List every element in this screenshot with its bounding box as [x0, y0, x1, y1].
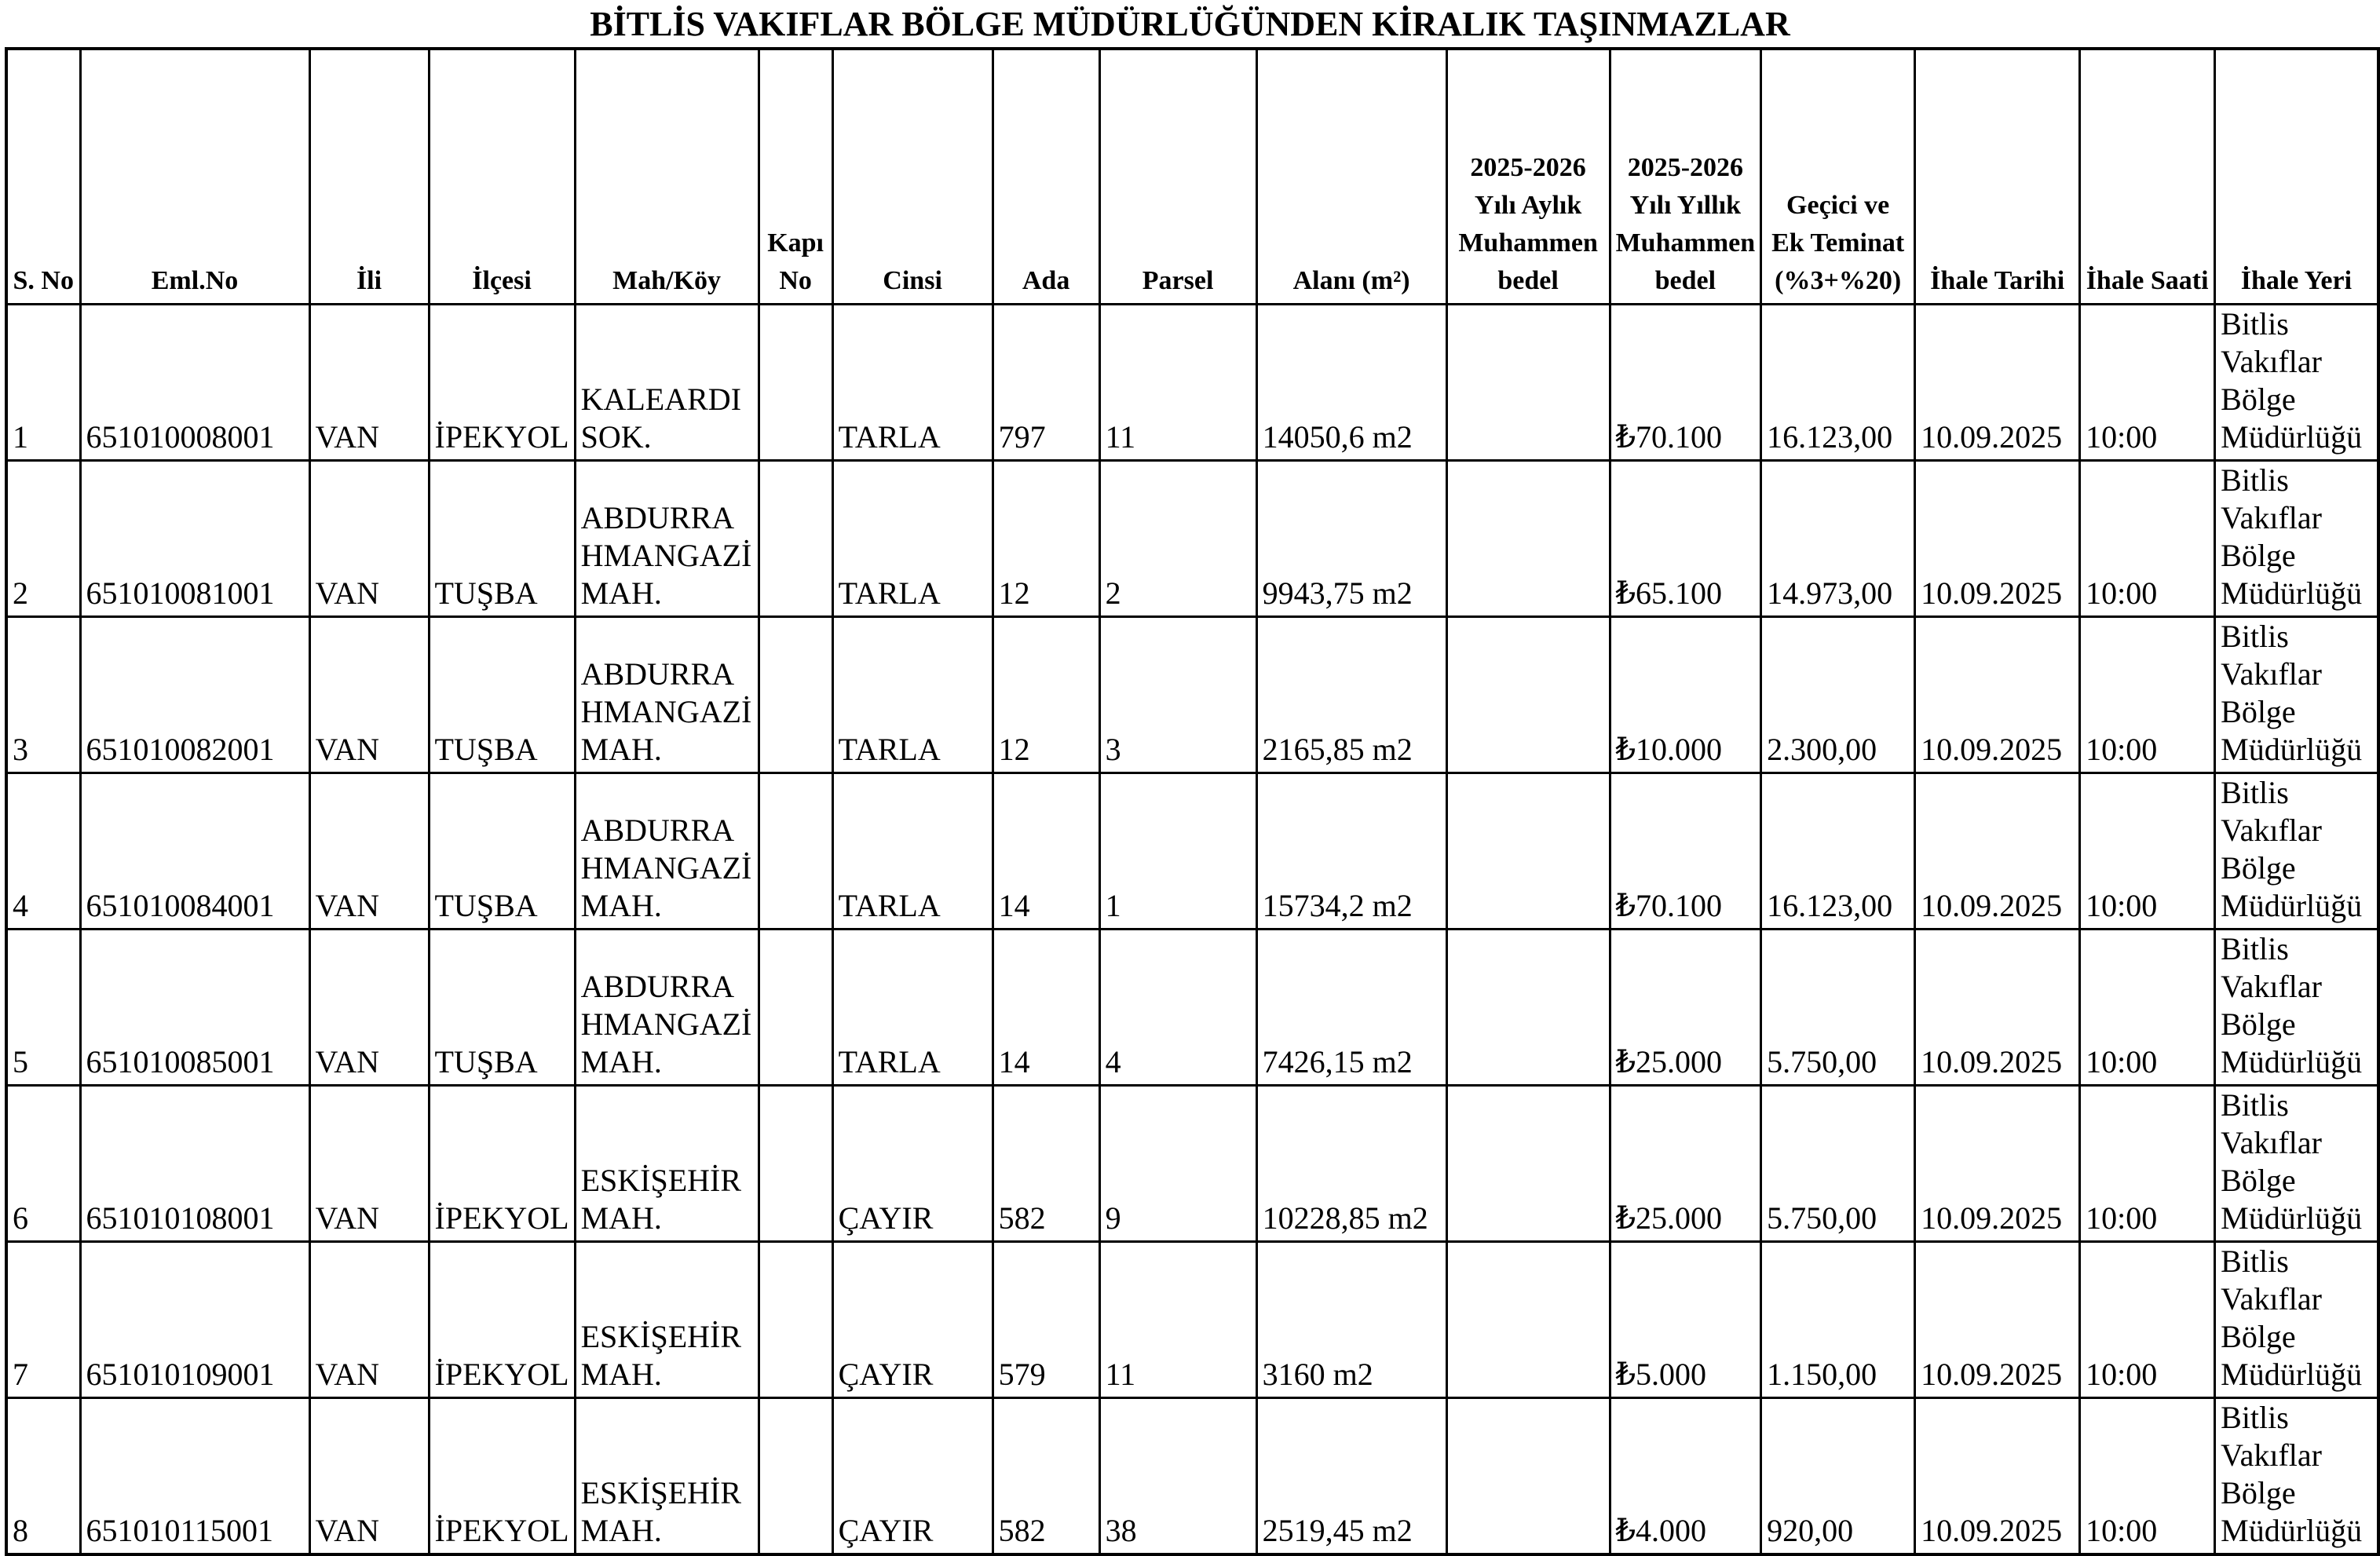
table-row	[6, 1242, 2378, 1398]
cell-il: VAN	[309, 617, 429, 773]
cell-aylik-bedel	[1446, 773, 1610, 930]
cell-kapi-no	[759, 617, 832, 773]
cell-ihale-yeri: Bitlis Vakıflar Bölge Müdürlüğü	[2215, 461, 2378, 617]
cell-il: VAN	[309, 930, 429, 1086]
cell-sno: 3	[6, 617, 80, 773]
cell-aylik-bedel	[1446, 305, 1610, 461]
cell-sno: 2	[6, 461, 80, 617]
cell-ihale-yeri: Bitlis Vakıflar Bölge Müdürlüğü	[2215, 1242, 2378, 1398]
cell-ada: 12	[993, 461, 1099, 617]
cell-kapi-no	[759, 1398, 832, 1555]
header-ihale-yeri: İhale Yeri	[2215, 49, 2378, 305]
cell-yillik-bedel: ₺70.100	[1610, 773, 1761, 930]
cell-alan: 7426,15 m2	[1256, 930, 1446, 1086]
cell-sno: 7	[6, 1242, 80, 1398]
cell-mah-koy: ESKİŞEHİR MAH.	[575, 1086, 759, 1242]
table-row	[6, 461, 2378, 617]
cell-ada: 14	[993, 930, 1099, 1086]
cell-alan: 3160 m2	[1256, 1242, 1446, 1398]
cell-cinsi: TARLA	[832, 773, 993, 930]
header-ihale-tarihi: İhale Tarihi	[1915, 49, 2080, 305]
cell-ihale-tarihi: 10.09.2025	[1915, 617, 2080, 773]
cell-il: VAN	[309, 1398, 429, 1555]
cell-cinsi: TARLA	[832, 305, 993, 461]
cell-kapi-no	[759, 930, 832, 1086]
cell-ada: 582	[993, 1398, 1099, 1555]
header-kapi-no: Kapı No	[759, 49, 832, 305]
cell-eml-no: 651010008001	[80, 305, 309, 461]
cell-ilce: İPEKYOL	[429, 1398, 575, 1555]
cell-ihale-tarihi: 10.09.2025	[1915, 1086, 2080, 1242]
cell-ihale-tarihi: 10.09.2025	[1915, 930, 2080, 1086]
cell-aylik-bedel	[1446, 930, 1610, 1086]
cell-cinsi: TARLA	[832, 617, 993, 773]
cell-aylik-bedel	[1446, 461, 1610, 617]
cell-ihale-yeri: Bitlis Vakıflar Bölge Müdürlüğü	[2215, 305, 2378, 461]
cell-teminat: 5.750,00	[1761, 930, 1915, 1086]
cell-ihale-saati: 10:00	[2080, 773, 2215, 930]
cell-parsel: 1	[1099, 773, 1256, 930]
cell-aylik-bedel	[1446, 1242, 1610, 1398]
header-sno: S. No	[6, 49, 80, 305]
cell-teminat: 920,00	[1761, 1398, 1915, 1555]
cell-ihale-saati: 10:00	[2080, 1086, 2215, 1242]
cell-ihale-saati: 10:00	[2080, 305, 2215, 461]
cell-ihale-tarihi: 10.09.2025	[1915, 773, 2080, 930]
cell-parsel: 9	[1099, 1086, 1256, 1242]
header-ada: Ada	[993, 49, 1099, 305]
cell-ihale-tarihi: 10.09.2025	[1915, 1398, 2080, 1555]
cell-ilce: İPEKYOL	[429, 1086, 575, 1242]
cell-kapi-no	[759, 773, 832, 930]
cell-teminat: 5.750,00	[1761, 1086, 1915, 1242]
cell-teminat: 14.973,00	[1761, 461, 1915, 617]
cell-il: VAN	[309, 1242, 429, 1398]
cell-eml-no: 651010108001	[80, 1086, 309, 1242]
cell-ilce: TUŞBA	[429, 930, 575, 1086]
header-alan: Alanı (m²)	[1256, 49, 1446, 305]
cell-mah-koy: ESKİŞEHİR MAH.	[575, 1242, 759, 1398]
cell-sno: 6	[6, 1086, 80, 1242]
cell-ada: 797	[993, 305, 1099, 461]
cell-eml-no: 651010082001	[80, 617, 309, 773]
cell-ihale-yeri: Bitlis Vakıflar Bölge Müdürlüğü	[2215, 1086, 2378, 1242]
cell-sno: 8	[6, 1398, 80, 1555]
cell-eml-no: 651010084001	[80, 773, 309, 930]
cell-alan: 15734,2 m2	[1256, 773, 1446, 930]
cell-ihale-tarihi: 10.09.2025	[1915, 1242, 2080, 1398]
cell-teminat: 16.123,00	[1761, 773, 1915, 930]
cell-ihale-yeri: Bitlis Vakıflar Bölge Müdürlüğü	[2215, 773, 2378, 930]
cell-alan: 14050,6 m2	[1256, 305, 1446, 461]
cell-teminat: 16.123,00	[1761, 305, 1915, 461]
cell-ihale-saati: 10:00	[2080, 930, 2215, 1086]
cell-teminat: 2.300,00	[1761, 617, 1915, 773]
cell-yillik-bedel: ₺5.000	[1610, 1242, 1761, 1398]
cell-ilce: TUŞBA	[429, 617, 575, 773]
cell-eml-no: 651010085001	[80, 930, 309, 1086]
cell-mah-koy: ESKİŞEHİR MAH.	[575, 1398, 759, 1555]
cell-il: VAN	[309, 305, 429, 461]
cell-alan: 2165,85 m2	[1256, 617, 1446, 773]
header-teminat: Geçici ve Ek Teminat (%3+%20)	[1761, 49, 1915, 305]
cell-yillik-bedel: ₺25.000	[1610, 930, 1761, 1086]
cell-ada: 579	[993, 1242, 1099, 1398]
cell-eml-no: 651010081001	[80, 461, 309, 617]
cell-ada: 582	[993, 1086, 1099, 1242]
cell-ihale-saati: 10:00	[2080, 1398, 2215, 1555]
cell-il: VAN	[309, 461, 429, 617]
cell-ilce: İPEKYOL	[429, 1242, 575, 1398]
property-table	[5, 47, 2380, 1556]
cell-cinsi: ÇAYIR	[832, 1086, 993, 1242]
header-parsel: Parsel	[1099, 49, 1256, 305]
cell-eml-no: 651010115001	[80, 1398, 309, 1555]
header-eml-no: Eml.No	[80, 49, 309, 305]
cell-yillik-bedel: ₺25.000	[1610, 1086, 1761, 1242]
cell-ihale-yeri: Bitlis Vakıflar Bölge Müdürlüğü	[2215, 1398, 2378, 1555]
cell-teminat: 1.150,00	[1761, 1242, 1915, 1398]
cell-ihale-yeri: Bitlis Vakıflar Bölge Müdürlüğü	[2215, 617, 2378, 773]
table-row	[6, 617, 2378, 773]
cell-kapi-no	[759, 305, 832, 461]
cell-il: VAN	[309, 773, 429, 930]
cell-alan: 10228,85 m2	[1256, 1086, 1446, 1242]
cell-sno: 5	[6, 930, 80, 1086]
cell-mah-koy: ABDURRAHMANGAZİ MAH.	[575, 617, 759, 773]
cell-cinsi: TARLA	[832, 930, 993, 1086]
table-row	[6, 930, 2378, 1086]
cell-kapi-no	[759, 461, 832, 617]
table-row	[6, 1398, 2378, 1555]
header-cinsi: Cinsi	[832, 49, 993, 305]
cell-sno: 1	[6, 305, 80, 461]
header-yillik-bedel: 2025-2026 Yılı Yıllık Muhammen bedel	[1610, 49, 1761, 305]
cell-kapi-no	[759, 1242, 832, 1398]
header-row	[6, 49, 2378, 305]
header-mah-koy: Mah/Köy	[575, 49, 759, 305]
cell-il: VAN	[309, 1086, 429, 1242]
cell-ilce: TUŞBA	[429, 773, 575, 930]
table-row	[6, 773, 2378, 930]
cell-ilce: TUŞBA	[429, 461, 575, 617]
cell-ihale-yeri: Bitlis Vakıflar Bölge Müdürlüğü	[2215, 930, 2378, 1086]
cell-ihale-tarihi: 10.09.2025	[1915, 305, 2080, 461]
cell-ada: 12	[993, 617, 1099, 773]
header-ilce: İlçesi	[429, 49, 575, 305]
cell-alan: 9943,75 m2	[1256, 461, 1446, 617]
cell-parsel: 2	[1099, 461, 1256, 617]
cell-eml-no: 651010109001	[80, 1242, 309, 1398]
cell-aylik-bedel	[1446, 1398, 1610, 1555]
cell-parsel: 11	[1099, 305, 1256, 461]
cell-ihale-saati: 10:00	[2080, 461, 2215, 617]
cell-cinsi: ÇAYIR	[832, 1398, 993, 1555]
cell-alan: 2519,45 m2	[1256, 1398, 1446, 1555]
header-aylik-bedel: 2025-2026 Yılı Aylık Muhammen bedel	[1446, 49, 1610, 305]
page-title: BİTLİS VAKIFLAR BÖLGE MÜDÜRLÜĞÜNDEN KİRALIK TAŞINMAZLAR	[590, 5, 1790, 43]
cell-parsel: 38	[1099, 1398, 1256, 1555]
cell-mah-koy: ABDURRAHMANGAZİ MAH.	[575, 930, 759, 1086]
header-ihale-saati: İhale Saati	[2080, 49, 2215, 305]
cell-cinsi: ÇAYIR	[832, 1242, 993, 1398]
cell-cinsi: TARLA	[832, 461, 993, 617]
table-row	[6, 1086, 2378, 1242]
cell-mah-koy: ABDURRAHMANGAZİ MAH.	[575, 461, 759, 617]
cell-ada: 14	[993, 773, 1099, 930]
cell-aylik-bedel	[1446, 1086, 1610, 1242]
cell-ihale-saati: 10:00	[2080, 1242, 2215, 1398]
cell-aylik-bedel	[1446, 617, 1610, 773]
cell-parsel: 4	[1099, 930, 1256, 1086]
cell-mah-koy: KALEARDI SOK.	[575, 305, 759, 461]
cell-yillik-bedel: ₺4.000	[1610, 1398, 1761, 1555]
cell-yillik-bedel: ₺10.000	[1610, 617, 1761, 773]
cell-kapi-no	[759, 1086, 832, 1242]
header-il: İli	[309, 49, 429, 305]
cell-yillik-bedel: ₺70.100	[1610, 305, 1761, 461]
cell-yillik-bedel: ₺65.100	[1610, 461, 1761, 617]
cell-sno: 4	[6, 773, 80, 930]
cell-parsel: 11	[1099, 1242, 1256, 1398]
cell-parsel: 3	[1099, 617, 1256, 773]
cell-ihale-tarihi: 10.09.2025	[1915, 461, 2080, 617]
table-row	[6, 305, 2378, 461]
cell-ihale-saati: 10:00	[2080, 617, 2215, 773]
cell-ilce: İPEKYOL	[429, 305, 575, 461]
cell-mah-koy: ABDURRAHMANGAZİ MAH.	[575, 773, 759, 930]
